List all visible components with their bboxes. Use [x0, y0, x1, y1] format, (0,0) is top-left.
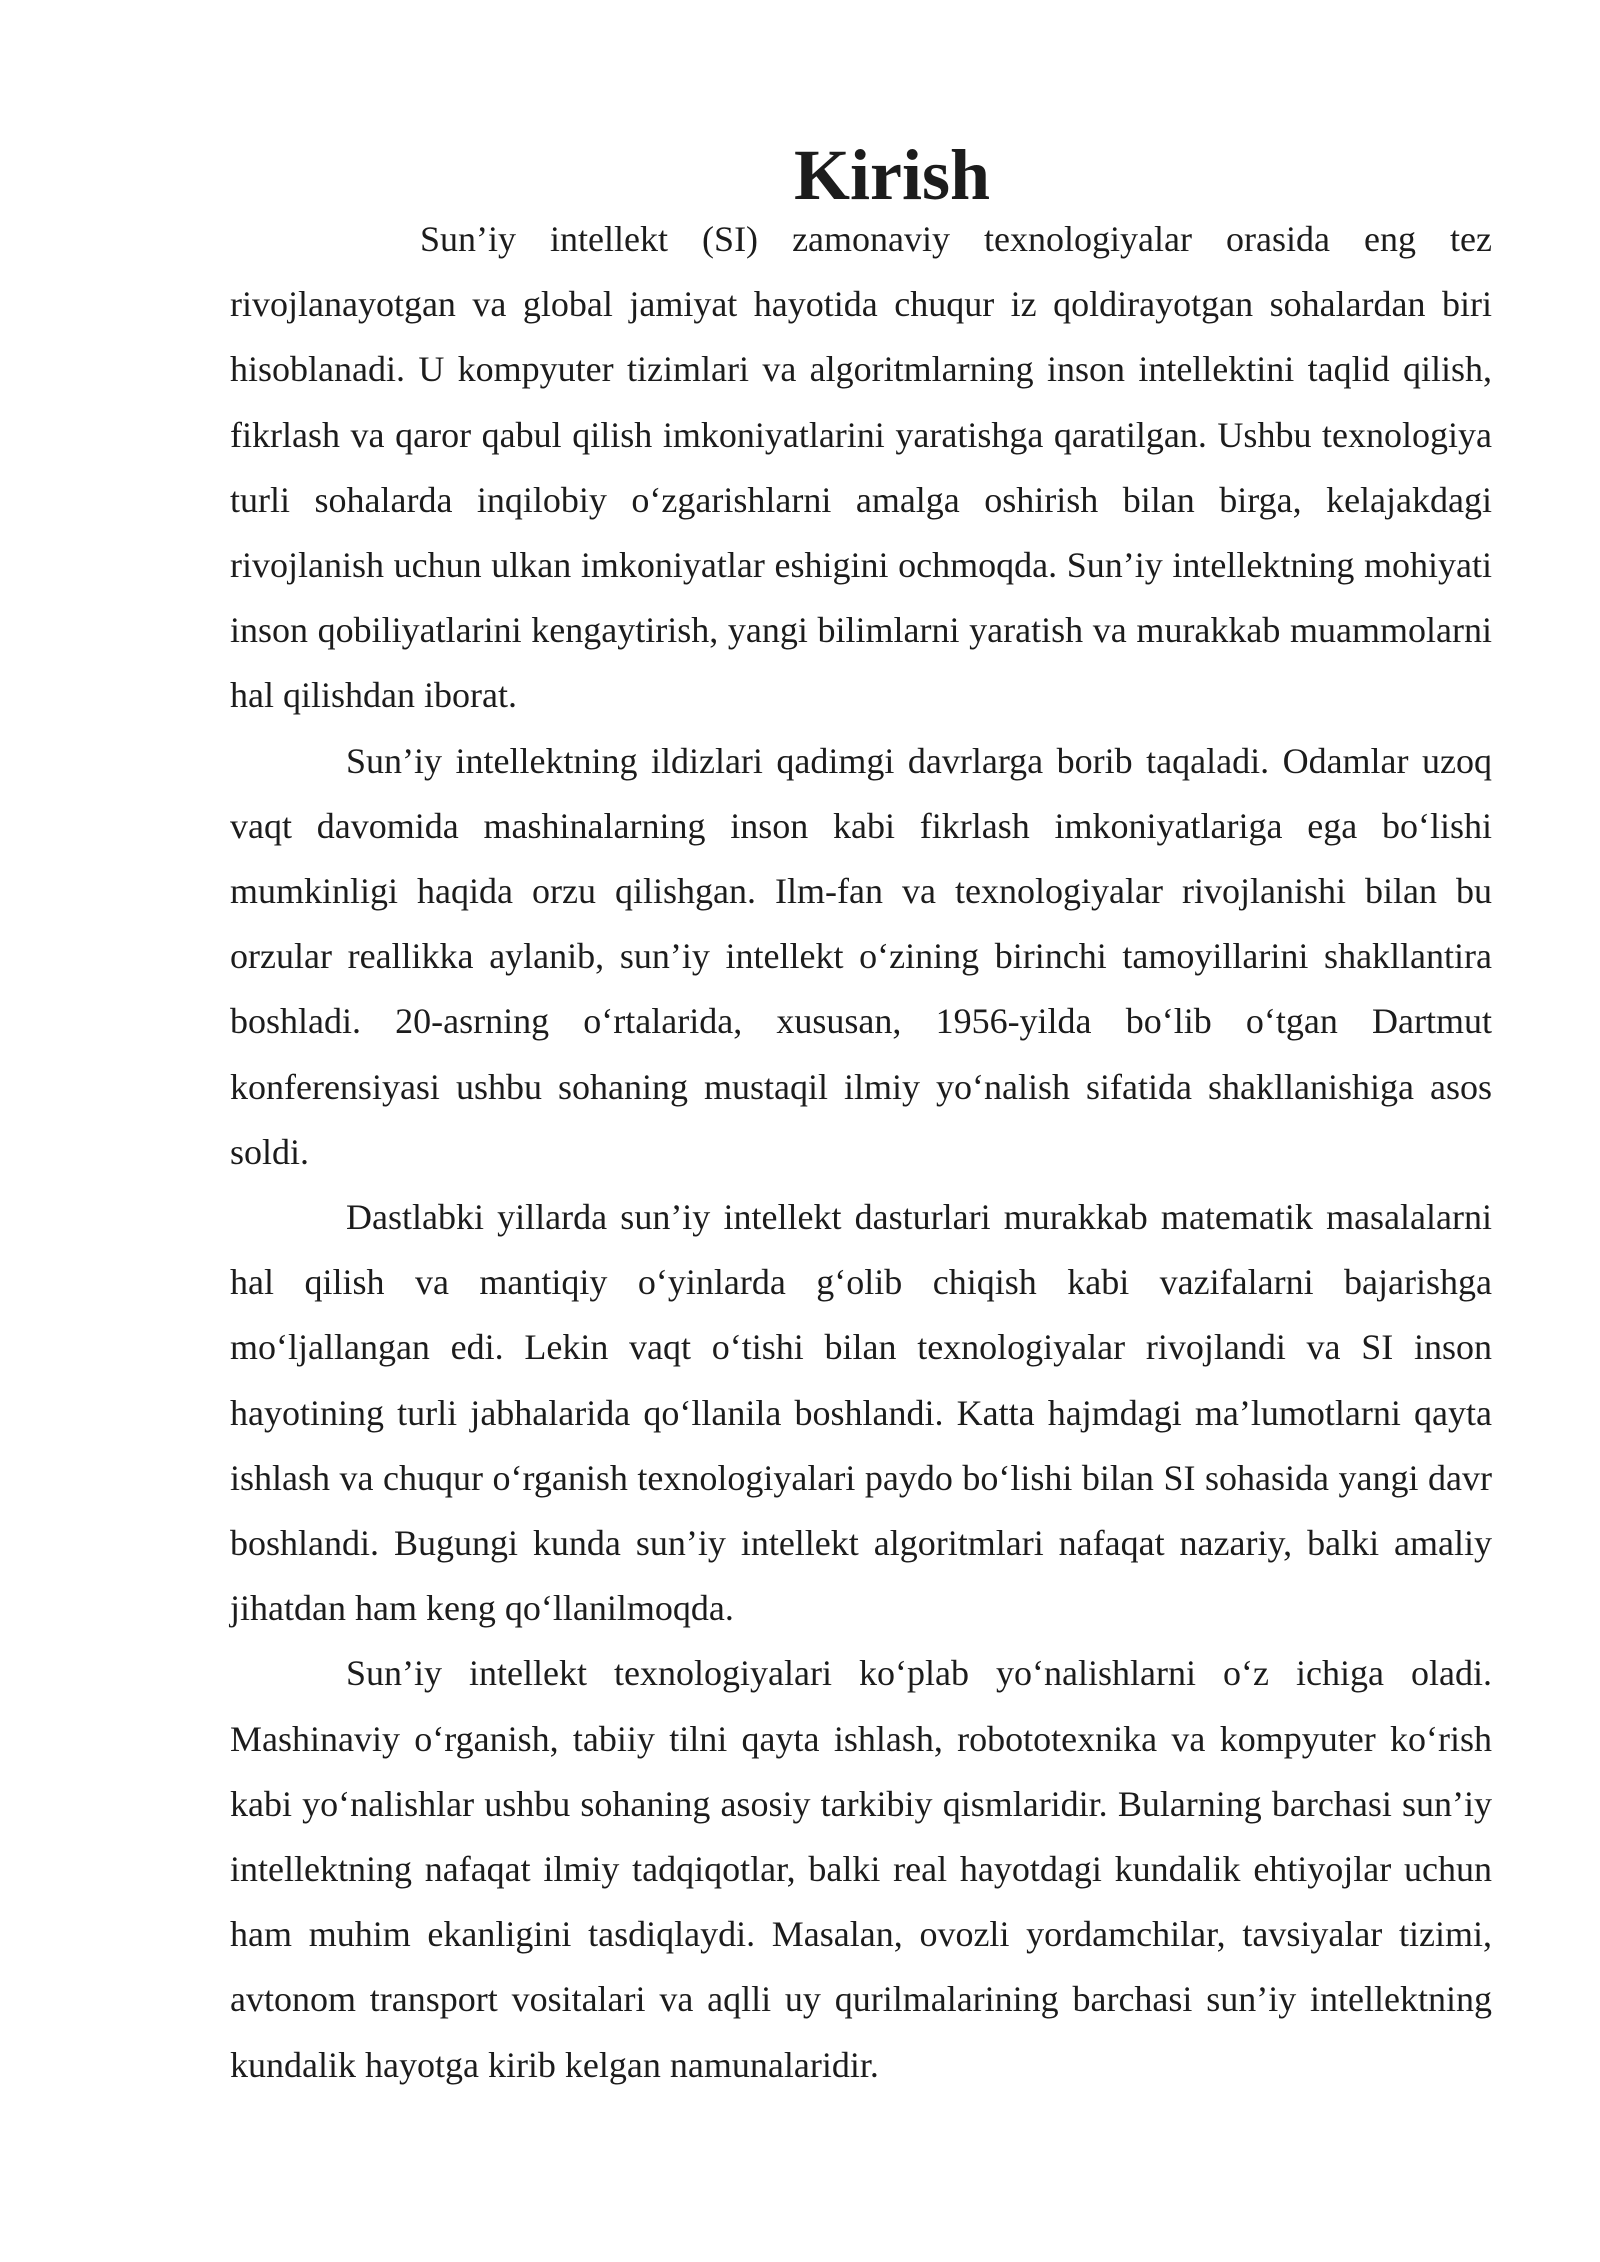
paragraph-directions: Sun’iy intellekt texnologiyalari ko‘plab yo‘nalishlarni o‘z ichiga oladi. Mashinaviy o‘rganish, tabiiy tilni qayta ishlash, robototexnika va kompyuter ko‘rish kabi yo‘nalishlar ushbu sohaning asosiy tarkibiy qismlaridir. Bularning barchasi sun’iy intellektning nafaqat ilmiy tadqiqotlar, balki real hayotdagi kundalik ehtiyojlar uchun ham muhim ekanligini tasdiqlaydi. Masalan, ovozli yordamchilar, tavsiyalar tizimi, avtonom transport vositalari va aqlli uy qurilmalarining barchasi sun’iy intellektning kundalik hayotga kirib kelgan namunalaridir. [230, 1653, 1492, 2085]
paragraph-introduction: Sun’iy intellekt (SI) zamonaviy texnologiyalar orasida eng tez rivojlanayotgan va global jamiyat hayotida chuqur iz qoldirayotgan sohalardan biri hisoblanadi. U kompyuter tizimlari va algoritmlarning inson intellektini taqlid qilish, fikrlash va qaror qabul qilish imkoniyatlarini yaratishga qaratilgan. Ushbu texnologiya turli sohalarda inqilobiy o‘zgarishlarni amalga oshirish bilan birga, kelajakdagi rivojlanish uchun ulkan imkoniyatlar eshigini ochmoqda. Sun’iy intellektning mohiyati inson qobiliyatlarini kengaytirish, yangi bilimlarni yaratish va murakkab muammolarni hal qilishdan iborat. [230, 219, 1492, 716]
page-title: Kirish [793, 135, 991, 215]
paragraph-early-years: Dastlabki yillarda sun’iy intellekt dasturlari murakkab matematik masalalarni hal qilish va mantiqiy o‘yinlarda g‘olib chiqish kabi vazifalarni bajarishga mo‘ljallangan edi. Lekin vaqt o‘tishi bilan texnologiyalar rivojlandi va SI inson hayotining turli jabhalarida qo‘llanila boshlandi. Katta hajmdagi ma’lumotlarni qayta ishlash va chuqur o‘rganish texnologiyalari paydo bo‘lishi bilan SI sohasida yangi davr boshlandi. Bugungi kunda sun’iy intellekt algoritmlari nafaqat nazariy, balki amaliy jihatdan ham keng qo‘llanilmoqda. [230, 1197, 1492, 1629]
document-body [230, 135, 1492, 2098]
paragraph-history: Sun’iy intellektning ildizlari qadimgi davrlarga borib taqaladi. Odamlar uzoq vaqt davomida mashinalarning inson kabi fikrlash imkoniyatlariga ega bo‘lishi mumkinligi haqida orzu qilishgan. Ilm-fan va texnologiyalar rivojlanishi bilan bu orzular reallikka aylanib, sun’iy intellekt o‘zining birinchi tamoyillarini shakllantira boshladi. 20-asrning o‘rtalarida, xususan, 1956-yilda bo‘lib o‘tgan Dartmut konferensiyasi ushbu sohaning mustaqil ilmiy yo‘nalish sifatida shakllanishiga asos soldi. [230, 740, 1492, 1172]
